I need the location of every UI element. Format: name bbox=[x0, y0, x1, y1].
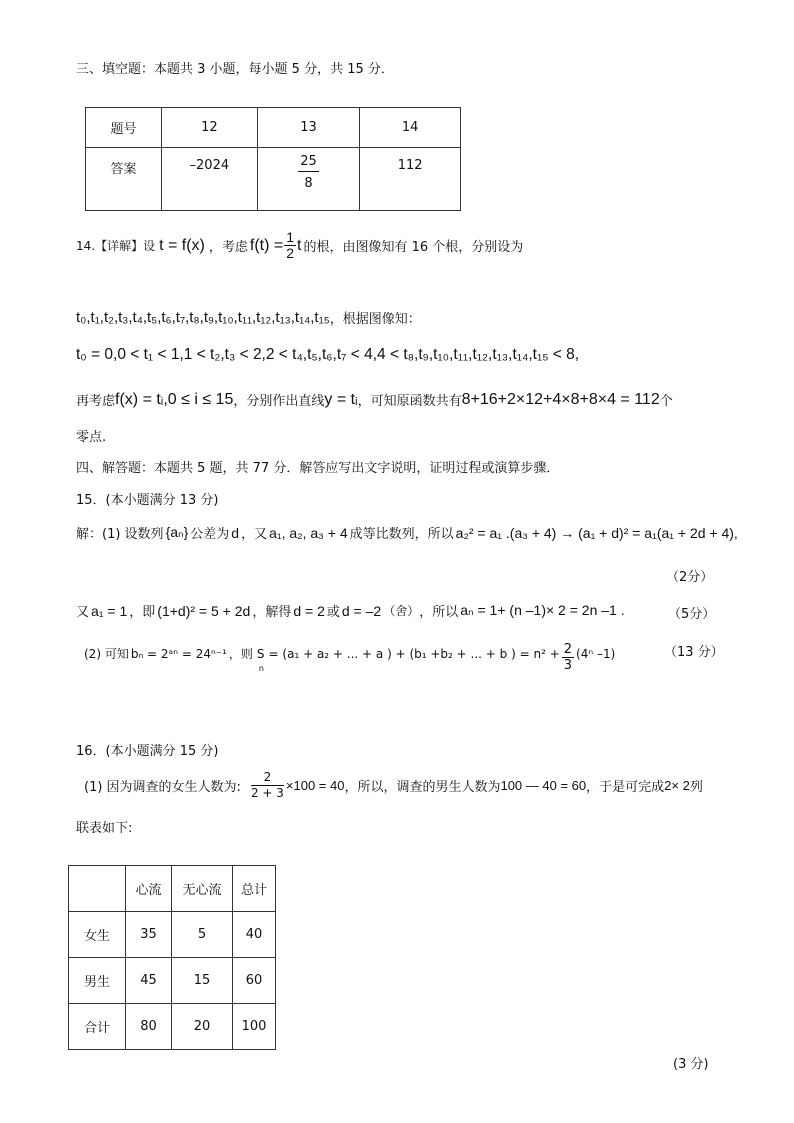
q15-text: ，则 bbox=[228, 647, 253, 661]
fraction-denominator: 8 bbox=[304, 176, 313, 191]
table-cell: 5 bbox=[172, 912, 233, 958]
fraction bbox=[562, 642, 574, 673]
q15-text: 或 bbox=[326, 605, 340, 620]
table-cell: 男生 bbox=[69, 958, 126, 1004]
table-header-cell: 心流 bbox=[126, 866, 172, 912]
q15-math: d bbox=[231, 524, 240, 541]
table-cell: 112 bbox=[360, 148, 461, 211]
q14-math: f(t) = bbox=[249, 236, 284, 254]
contingency-table bbox=[68, 865, 276, 1050]
q14-line5: 零点. bbox=[76, 430, 107, 445]
q14-math: 8+16+2×12+4×8+8×4 = 112 bbox=[461, 390, 660, 408]
table-cell: 100 bbox=[233, 1004, 276, 1050]
table-cell: 15 bbox=[172, 958, 233, 1004]
q15-title: 15．(本小题满分 13 分) bbox=[76, 493, 219, 508]
table-cell: 40 bbox=[233, 912, 276, 958]
q15-math: {aₙ} bbox=[165, 524, 189, 540]
table-cell: 答案 bbox=[86, 148, 162, 211]
table-header-cell: 总计 bbox=[233, 866, 276, 912]
q14-line4 bbox=[76, 390, 673, 409]
q16-line1 bbox=[84, 770, 703, 801]
q15-math: a₂² = a₁ .(a₃ + 4) → (a₁ + d)² = a₁(a₁ + 2d + 4), bbox=[455, 524, 738, 541]
score-label: （13 分） bbox=[664, 645, 724, 660]
section3-heading: 三、填空题：本题共 3 小题，每小题 5 分，共 15 分． bbox=[76, 62, 394, 77]
q15-math-S bbox=[256, 646, 265, 673]
score-label: (3 分) bbox=[673, 1057, 709, 1072]
q16-math: 2× 2 bbox=[664, 778, 690, 793]
q16-text: ，于是可完成 bbox=[586, 780, 665, 795]
q15-math: (4ⁿ –1) bbox=[576, 646, 616, 661]
q15-math: bₙ = 2ᵃⁿ = 24ⁿ⁻¹ bbox=[130, 646, 227, 661]
fraction-denominator: 2 bbox=[286, 245, 295, 261]
q14-prefix: 14.【详解】设 bbox=[76, 239, 156, 253]
table-row bbox=[69, 1004, 276, 1050]
q15-text: 成等比数列，所以 bbox=[349, 527, 454, 542]
q15-text: ，解得 bbox=[252, 605, 292, 620]
q14-text: ，分别作出直线 bbox=[233, 394, 325, 409]
table-row bbox=[69, 958, 276, 1004]
table-header-cell bbox=[69, 866, 126, 912]
q15-math: a₁ = 1 bbox=[91, 602, 128, 619]
q15-text: ，又 bbox=[241, 527, 268, 542]
table-cell: 35 bbox=[126, 912, 172, 958]
q14-text: 再考虑 bbox=[76, 394, 116, 409]
q15-math: a₁, a₂, a₃ + 4 bbox=[269, 524, 348, 541]
q14-text: 个 bbox=[659, 394, 673, 409]
q14-math: y = tᵢ bbox=[324, 390, 358, 408]
table-cell: 女生 bbox=[69, 912, 126, 958]
q14-line2 bbox=[76, 308, 421, 327]
table-cell: 80 bbox=[126, 1004, 172, 1050]
q15-text: ，即 bbox=[129, 605, 156, 620]
table-cell: 45 bbox=[126, 958, 172, 1004]
q16-math: ×100 = 40 bbox=[285, 778, 345, 793]
fraction bbox=[284, 230, 296, 261]
q14-text: ，根据图像知： bbox=[329, 312, 421, 327]
section4-heading: 四、解答题：本题共 5 题，共 77 分．解答应写出文字说明，证明过程或演算步骤． bbox=[76, 461, 560, 476]
q16-title: 16．(本小题满分 15 分) bbox=[76, 744, 219, 759]
table-cell: –2024 bbox=[161, 148, 257, 211]
table-cell: 20 bbox=[172, 1004, 233, 1050]
q14-math: f(x) = tᵢ,0 ≤ i ≤ 15 bbox=[115, 390, 234, 408]
q15-math: (1+d)² = 5 + 2d bbox=[157, 602, 251, 619]
q15-text: ，所以 bbox=[419, 605, 459, 620]
table-cell: 合计 bbox=[69, 1004, 126, 1050]
q14-roots: t₀,t₁,t₂,t₃,t₄,t₅,t₆,t₇,t₈,t₉,t₁₀,t₁₁,t₁₂,t₁₃,t₁₄,t₁₅ bbox=[76, 309, 330, 326]
q14-math: t bbox=[297, 236, 302, 254]
table-cell: 14 bbox=[360, 108, 461, 148]
answer-table bbox=[85, 107, 461, 211]
fraction-numerator: 2 bbox=[251, 770, 284, 786]
q16-line2: 联表如下: bbox=[76, 821, 133, 836]
q15-math: aₙ = 1+ (n –1)× 2 = 2n –1 . bbox=[460, 602, 625, 618]
score-label: （2分） bbox=[666, 570, 714, 585]
table-cell-fraction bbox=[257, 148, 360, 211]
q14-text: 的根，由图像知有 16 个根，分别设为 bbox=[303, 240, 524, 255]
table-header-cell: 无心流 bbox=[172, 866, 233, 912]
sum-symbol: S bbox=[256, 646, 265, 661]
score-label: （5分） bbox=[668, 607, 716, 622]
q16-text: 列 bbox=[689, 780, 703, 795]
q14-text: ，考虑 bbox=[208, 240, 248, 255]
q14-text: ，可知原函数共有 bbox=[357, 394, 462, 409]
q15-line2 bbox=[76, 601, 625, 620]
sum-subscript: n bbox=[258, 663, 264, 673]
table-row bbox=[69, 912, 276, 958]
fraction-numerator: 25 bbox=[298, 153, 319, 172]
q15-text: 解：(1) 设数列 bbox=[76, 527, 164, 542]
table-cell: 题号 bbox=[86, 108, 162, 148]
fraction bbox=[298, 153, 319, 196]
fraction-numerator: 2 bbox=[563, 642, 573, 657]
q15-text: (2) 可知 bbox=[84, 647, 129, 661]
q15-math: d = 2 bbox=[293, 602, 325, 619]
q16-text: ，所以，调查的男生人数为 bbox=[344, 780, 501, 795]
q16-text: (1) 因为调查的女生人数为: bbox=[84, 780, 241, 795]
q15-math: d = –2 bbox=[341, 602, 382, 619]
q15-text: 公差为 bbox=[190, 527, 230, 542]
table-cell: 13 bbox=[257, 108, 360, 148]
fraction-denominator: 3 bbox=[563, 658, 573, 673]
table-cell: 12 bbox=[161, 108, 257, 148]
q14-line1 bbox=[76, 230, 523, 261]
q15-line3 bbox=[84, 638, 616, 673]
q15-text: 又 bbox=[76, 605, 90, 620]
q14-math: t = f(x) bbox=[159, 236, 205, 254]
q15-math: = (a₁ + a₂ + ... + a ) + (b₁ +b₂ + ... + b ) = n² + bbox=[268, 646, 560, 661]
table-cell: 60 bbox=[233, 958, 276, 1004]
q16-math: 100 — 40 = 60 bbox=[500, 778, 587, 793]
q14-line3: t₀ = 0,0 < t₁ < 1,1 < t₂,t₃ < 2,2 < t₄,t₅,t₆,t₇ < 4,4 < t₈,t₉,t₁₀,t₁₁,t₁₂,t₁₃,t₁₄,t₁₅ < 8, bbox=[76, 346, 580, 363]
fraction-denominator: 2 + 3 bbox=[250, 786, 284, 800]
q15-text: （舍） bbox=[383, 604, 420, 618]
fraction bbox=[251, 770, 284, 801]
q15-line1 bbox=[76, 523, 738, 542]
fraction-numerator: 1 bbox=[286, 229, 295, 245]
